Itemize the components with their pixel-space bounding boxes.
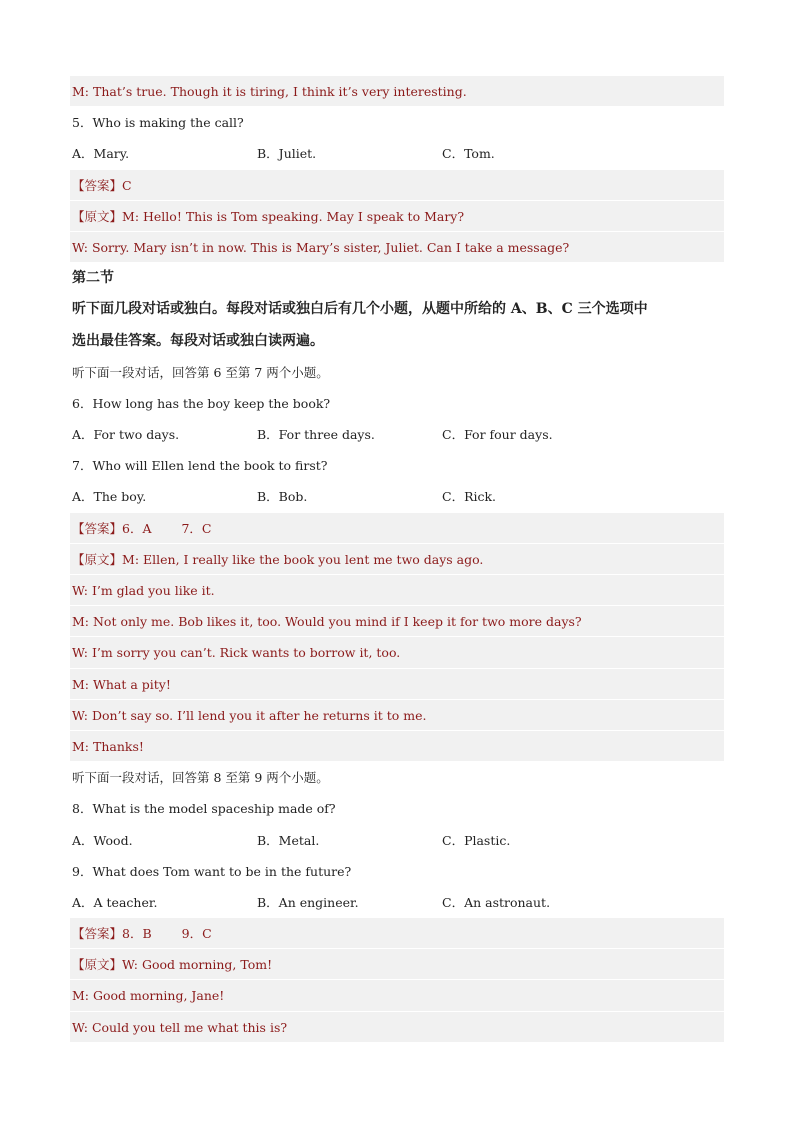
option-b: B．For three days.: [257, 427, 375, 443]
transcript-line: M: Thanks!: [70, 731, 724, 762]
dialog-intro: 听下面一段对话，回答第 6 至第 7 两个小题。: [72, 364, 329, 380]
option-a: A．Wood.: [72, 832, 133, 848]
option-c: C．Rick.: [442, 489, 497, 505]
transcript-label: 【原文】: [72, 551, 123, 567]
option-b: B．Metal.: [257, 832, 320, 848]
answer-5: 【答案】C: [70, 170, 724, 201]
dialog-intro: 听下面一段对话，回答第 8 至第 9 两个小题。: [72, 770, 329, 786]
question-5: 5．Who is making the call?: [72, 115, 244, 131]
section-instructions-line2: 选出最佳答案。每段对话或独白读两遍。: [72, 332, 324, 349]
question-8-options: [70, 825, 724, 856]
transcript-line: M: What a pity!: [70, 669, 724, 700]
transcript-label: 【原文】: [72, 957, 123, 973]
transcript-line: W: I’m glad you like it.: [70, 575, 724, 606]
transcript-line: W: Could you tell me what this is?: [70, 1012, 724, 1043]
question-7-options: [70, 481, 724, 512]
answer-8-9: 【答案】8．B 9．C: [70, 918, 724, 949]
option-c: C．Plastic.: [442, 832, 511, 848]
option-b: B．Juliet.: [257, 146, 317, 162]
question-6-options: [70, 419, 724, 450]
question-9: 9．What does Tom want to be in the future?: [72, 863, 352, 879]
transcript-label: 【原文】: [72, 208, 123, 224]
option-a: A．The boy.: [72, 489, 147, 505]
question-9-options: [70, 887, 724, 918]
option-c: C．An astronaut.: [442, 894, 551, 910]
transcript-line: 【原文】M: Ellen, I really like the book you lent me two days ago.: [70, 544, 724, 575]
question-5-options: [70, 138, 724, 169]
transcript-line: 【原文】W: Good morning, Tom!: [70, 949, 724, 980]
option-b: B．An engineer.: [257, 894, 359, 910]
option-b: B．Bob.: [257, 489, 308, 505]
transcript-line: M: Not only me. Bob likes it, too. Would you mind if I keep it for two more days?: [70, 606, 724, 637]
option-a: A．A teacher.: [72, 894, 158, 910]
option-c: C．Tom.: [442, 146, 495, 162]
answer-6-7: 【答案】6．A 7．C: [70, 513, 724, 544]
transcript-line: W: Sorry. Mary isn’t in now. This is Mary’s sister, Juliet. Can I take a message?: [70, 232, 724, 263]
option-c: C．For four days.: [442, 427, 553, 443]
section-title: 第二节: [72, 270, 114, 287]
transcript-line: W: Don’t say so. I’ll lend you it after he returns it to me.: [70, 700, 724, 731]
question-6: 6．How long has the boy keep the book?: [72, 395, 331, 411]
transcript-line: M: That’s true. Though it is tiring, I think it’s very interesting.: [70, 76, 724, 107]
option-a: A．Mary.: [72, 146, 130, 162]
transcript-line: W: I’m sorry you can’t. Rick wants to borrow it, too.: [70, 637, 724, 668]
transcript-line: 【原文】M: Hello! This is Tom speaking. May I speak to Mary?: [70, 201, 724, 232]
section-instructions-line1: 听下面几段对话或独白。每段对话或独白后有几个小题，从题中所给的 A、B、C 三个选项中: [72, 301, 648, 318]
transcript-line: M: Good morning, Jane!: [70, 980, 724, 1011]
question-7: 7．Who will Ellen lend the book to first?: [72, 458, 328, 474]
question-8: 8．What is the model spaceship made of?: [72, 801, 336, 817]
option-a: A．For two days.: [72, 427, 180, 443]
document-page: [70, 76, 724, 1043]
